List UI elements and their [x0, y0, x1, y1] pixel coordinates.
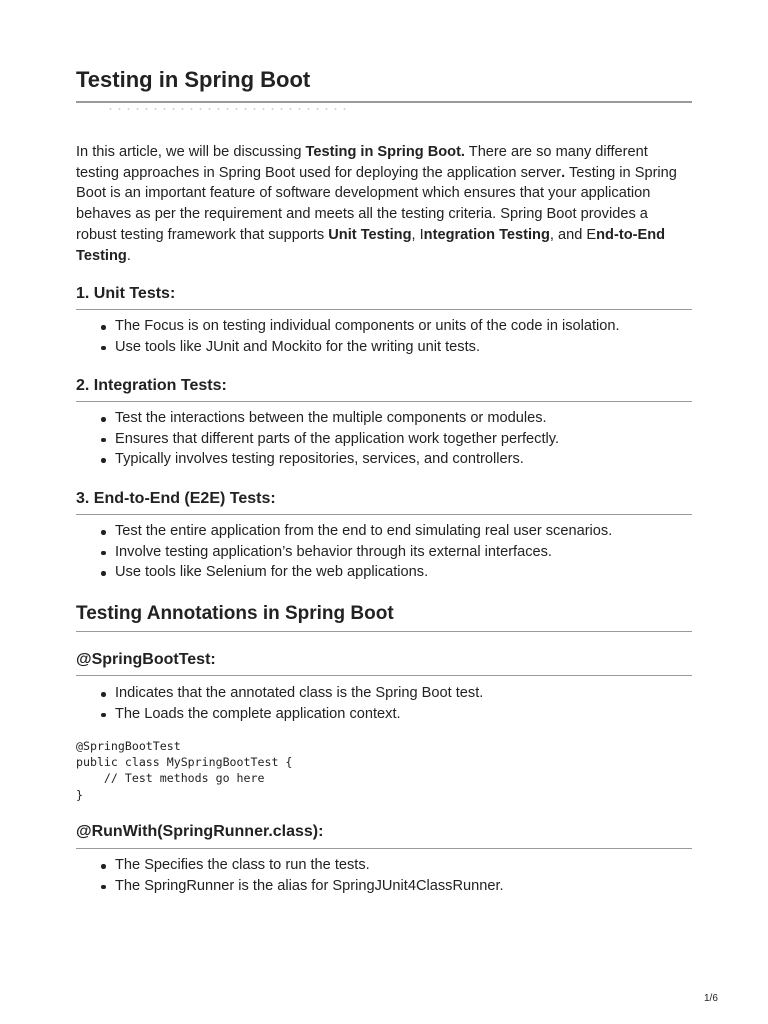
e2e-tests-list — [76, 521, 731, 583]
section-divider — [76, 401, 692, 402]
list-item: Test the interactions between the multiple components or modules. — [115, 408, 731, 429]
intro-bold-4: ntegration Testing — [423, 226, 550, 243]
page-number: 1/6 — [704, 993, 718, 1004]
runwith-heading: @RunWith(SpringRunner.class): — [76, 823, 324, 840]
annotations-heading: Testing Annotations in Spring Boot — [76, 603, 394, 624]
section-divider — [76, 514, 692, 515]
list-item: Use tools like Selenium for the web applications. — [115, 562, 731, 583]
list-item: Typically involves testing repositories, services, and controllers. — [115, 449, 731, 470]
section-divider — [76, 309, 692, 310]
intro-bold-5: nd-to-End Testing — [76, 226, 666, 264]
intro-bold-3: Unit Testing — [328, 226, 412, 243]
intro-bold-2: . — [561, 164, 566, 181]
springboottest-list — [76, 683, 731, 724]
intro-paragraph — [76, 142, 692, 266]
intro-bold-1: Testing in Spring Boot. — [305, 144, 465, 160]
intro-text-5: , and E — [549, 226, 597, 243]
list-item: Use tools like JUnit and Mockito for the writing unit tests. — [115, 337, 731, 358]
section-divider — [76, 631, 692, 632]
springboottest-heading: @SpringBootTest: — [76, 651, 216, 668]
list-item: The Specifies the class to run the tests. — [115, 855, 731, 876]
code-block: @SpringBootTest public class MySpringBootTest { // Test methods go here } — [76, 739, 293, 802]
list-item: Indicates that the annotated class is the Spring Boot test. — [115, 683, 731, 704]
title-divider — [76, 101, 692, 103]
integration-tests-list — [76, 408, 731, 470]
runwith-list — [76, 855, 731, 896]
intro-text-6: . — [126, 247, 131, 264]
intro-text-4: , I — [411, 226, 424, 243]
list-item: The SpringRunner is the alias for SpringJUnit4ClassRunner. — [115, 876, 731, 897]
page-title: Testing in Spring Boot — [76, 67, 311, 92]
section-heading-e2e-tests: 3. End-to-End (E2E) Tests: — [76, 490, 276, 507]
intro-text-2: There are so many different testing approaches in Spring Boot used for deploying the application server — [76, 144, 648, 181]
list-item: The Loads the complete application context. — [115, 704, 731, 725]
list-item: Test the entire application from the end to end simulating real user scenarios. — [115, 521, 731, 542]
section-divider — [76, 675, 692, 676]
list-item: The Focus is on testing individual components or units of the code in isolation. — [115, 316, 731, 337]
list-item: Involve testing application’s behavior through its external interfaces. — [115, 542, 731, 563]
unit-tests-list — [76, 316, 731, 357]
list-item: Ensures that different parts of the application work together perfectly. — [115, 429, 731, 450]
faint-dotted-artifact — [106, 107, 346, 111]
section-heading-integration-tests: 2. Integration Tests: — [76, 377, 227, 394]
section-divider — [76, 848, 692, 849]
intro-text-1: In this article, we will be discussing — [76, 144, 306, 160]
section-heading-unit-tests: 1. Unit Tests: — [76, 285, 176, 302]
intro-text-3: Testing in Spring Boot is an important feature of software development which ensures that your application behaves as per the requirement and meets all the testing criteria. Spring Boot provides a robust testing framework that supports — [76, 164, 677, 243]
